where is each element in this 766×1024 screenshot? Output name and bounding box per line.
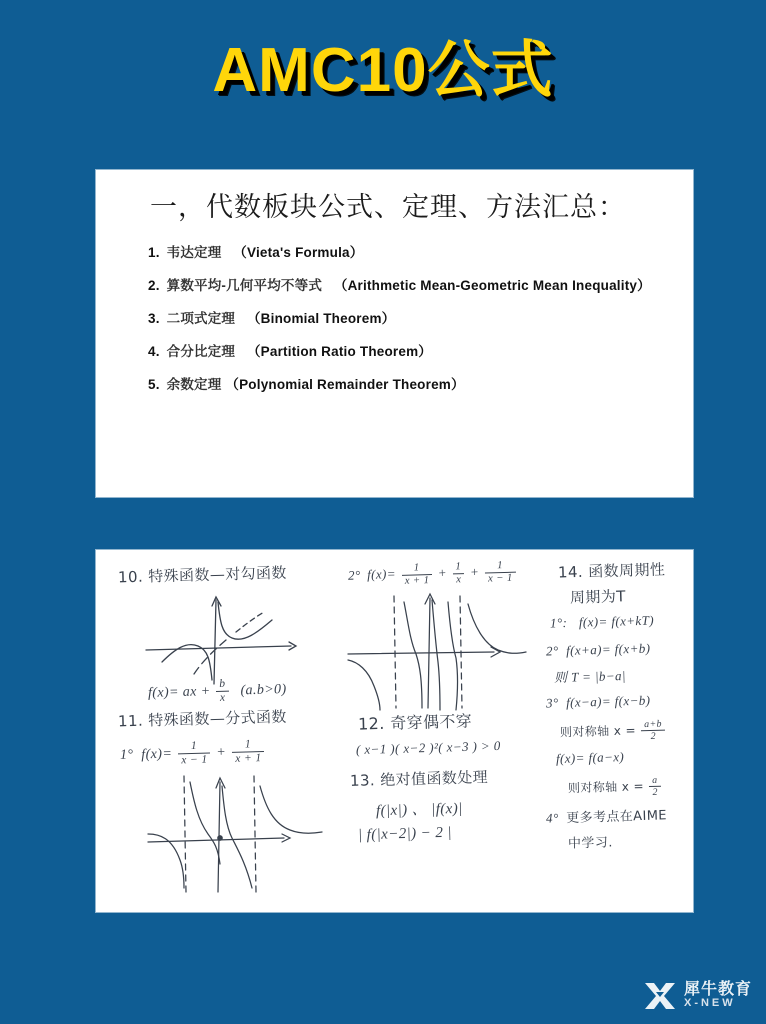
- note-item-11-formula: [120, 738, 267, 769]
- fraction-numerator: b: [219, 677, 226, 690]
- note-14-then-3-text: 则对称轴 x =: [559, 723, 637, 740]
- note-item-12-title: 12. 奇穿偶不穿: [357, 711, 473, 734]
- note-14-line-3: [546, 693, 651, 712]
- watermark-chinese: 犀牛教育: [683, 978, 752, 998]
- fraction-numerator: 1: [190, 739, 198, 753]
- watermark-text: [683, 978, 752, 1009]
- note-14-formula-2: f(x+a)= f(x+b): [565, 640, 651, 658]
- note-2deg-fraction-2: [452, 561, 464, 587]
- note-14-formula-4: f(x)= f(a−x): [555, 749, 625, 766]
- handwritten-left-column: [106, 550, 341, 912]
- note-14-then-3: [560, 719, 668, 746]
- list-item-number: 3.: [148, 311, 160, 327]
- watermark-english: X-NEW: [683, 996, 736, 1009]
- note-2deg-fraction-3: [485, 560, 516, 586]
- note-item-11-fraction-2: [232, 738, 265, 766]
- list-item-chinese: 算数平均-几何平均不等式: [166, 278, 323, 294]
- list-item-chinese: 韦达定理: [166, 245, 222, 260]
- fraction-numerator: 1: [455, 561, 462, 573]
- note-14-text-6: 中学习.: [567, 835, 613, 852]
- fraction-denominator: x + 1: [232, 751, 265, 766]
- note-item-10-formula-lhs: f(x)= ax +: [147, 684, 211, 701]
- fraction-denominator: x: [453, 573, 465, 587]
- note-14-marker-3: 3°: [545, 695, 559, 711]
- note-14-formula-1: f(x)= f(x+kT): [578, 612, 655, 630]
- hook-function-graph-icon: [136, 588, 326, 688]
- note-14-marker-2: 2°: [545, 643, 559, 659]
- note-14-formula-3: f(x−a)= f(x−b): [565, 692, 651, 710]
- note-14-marker-5: 4°: [545, 810, 559, 826]
- fraction-numerator: 1: [244, 738, 252, 751]
- note-item-11-plus: +: [216, 744, 227, 761]
- list-item-chinese: 合分比定理: [166, 344, 236, 360]
- watermark: [643, 980, 752, 1010]
- note-14-text-5: 更多考点在AIME: [566, 808, 668, 827]
- list-item-english: （Partition Ratio Theorem）: [246, 344, 432, 360]
- list-item: [148, 236, 668, 269]
- list-item-number: 5.: [148, 377, 160, 393]
- list-item-english: （Arithmetic Mean-Geometric Mean Inequality）: [333, 278, 651, 294]
- x-logo-icon: [643, 980, 677, 1010]
- rational-function-graph-icon: [142, 768, 332, 898]
- fraction-denominator: x + 1: [402, 574, 433, 588]
- note-item-14-title: 14. 函数周期性: [557, 560, 666, 582]
- note-14-then-2: 则 T = |b−a|: [553, 667, 627, 685]
- algebra-card-heading: 一，代数板块公式、定理、方法汇总：: [150, 192, 626, 222]
- note-item-2deg-lhs: f(x)=: [366, 566, 397, 583]
- fraction-denominator: x: [216, 691, 229, 706]
- note-item-10-title: 10. 特殊函数—对勾函数: [117, 563, 288, 587]
- fraction-numerator: 1: [496, 560, 504, 572]
- page-title: AMC10公式: [212, 36, 554, 105]
- handwritten-right-column: [546, 550, 691, 912]
- note-14-then-4-fraction: [649, 775, 661, 799]
- fraction-denominator: x − 1: [485, 572, 516, 586]
- list-item-number: 1.: [148, 245, 160, 260]
- three-pole-rational-graph-icon: [344, 592, 534, 712]
- fraction-denominator: 2: [641, 730, 665, 743]
- fraction-numerator: a: [652, 774, 658, 786]
- fraction-denominator: 2: [649, 786, 661, 799]
- list-item-number: 4.: [148, 344, 160, 360]
- note-item-10-condition: (a.b>0): [240, 681, 287, 699]
- note-14-then-4-text: 则对称轴 x =: [567, 779, 645, 796]
- list-item: [148, 368, 668, 401]
- note-2deg-plus-1: +: [437, 564, 448, 581]
- note-item-13-title: 13. 绝对值函数处理: [349, 768, 489, 790]
- list-item-chinese: 二项式定理: [166, 311, 236, 327]
- note-item-11-title: 11. 特殊函数—分式函数: [117, 707, 288, 731]
- list-item: [148, 269, 668, 302]
- note-14-line-1: [550, 613, 654, 632]
- note-item-14-subtitle: 周期为T: [569, 587, 627, 607]
- note-item-10-fraction: [216, 678, 229, 706]
- list-item: [148, 302, 668, 335]
- handwritten-notes-card: [96, 550, 693, 912]
- list-item: [148, 335, 668, 368]
- list-item-english: （Binomial Theorem）: [246, 311, 396, 327]
- fraction-numerator: 1: [413, 562, 420, 574]
- note-14-line-5: [546, 804, 667, 826]
- list-item-english: （Polynomial Remainder Theorem）: [225, 377, 465, 393]
- note-14-line-2: [546, 641, 651, 660]
- list-item-number: 2.: [148, 278, 160, 294]
- note-item-12-formula: ( x−1 )( x−2 )²( x−3 ) > 0: [355, 737, 501, 758]
- algebra-formula-list: [148, 236, 668, 401]
- handwritten-middle-column: [344, 550, 544, 912]
- note-item-2deg-formula: [348, 560, 518, 590]
- fraction-denominator: x − 1: [178, 753, 211, 768]
- algebra-formula-card: [96, 170, 693, 497]
- note-14-marker-1: 1°:: [549, 614, 568, 631]
- note-item-10-formula: [148, 676, 287, 707]
- fraction-numerator: a+b: [644, 718, 663, 731]
- list-item-english: （Vieta's Formula）: [233, 245, 364, 260]
- note-item-2deg-marker: 2°: [347, 567, 361, 583]
- note-item-13-formula-b: | f(|x−2|) − 2 |: [357, 824, 453, 844]
- note-item-11-lhs: f(x)=: [141, 746, 173, 763]
- note-2deg-fraction-1: [401, 562, 432, 588]
- note-item-13-formula-a: f(|x|) 、 |f(x)|: [375, 800, 463, 820]
- list-item-chinese: 余数定理: [166, 377, 222, 393]
- note-14-then-4: [568, 775, 663, 801]
- note-item-11-marker: 1°: [119, 747, 134, 763]
- note-14-then-3-fraction: [641, 719, 665, 743]
- note-2deg-plus-2: +: [469, 564, 480, 580]
- note-item-11-fraction-1: [178, 740, 211, 768]
